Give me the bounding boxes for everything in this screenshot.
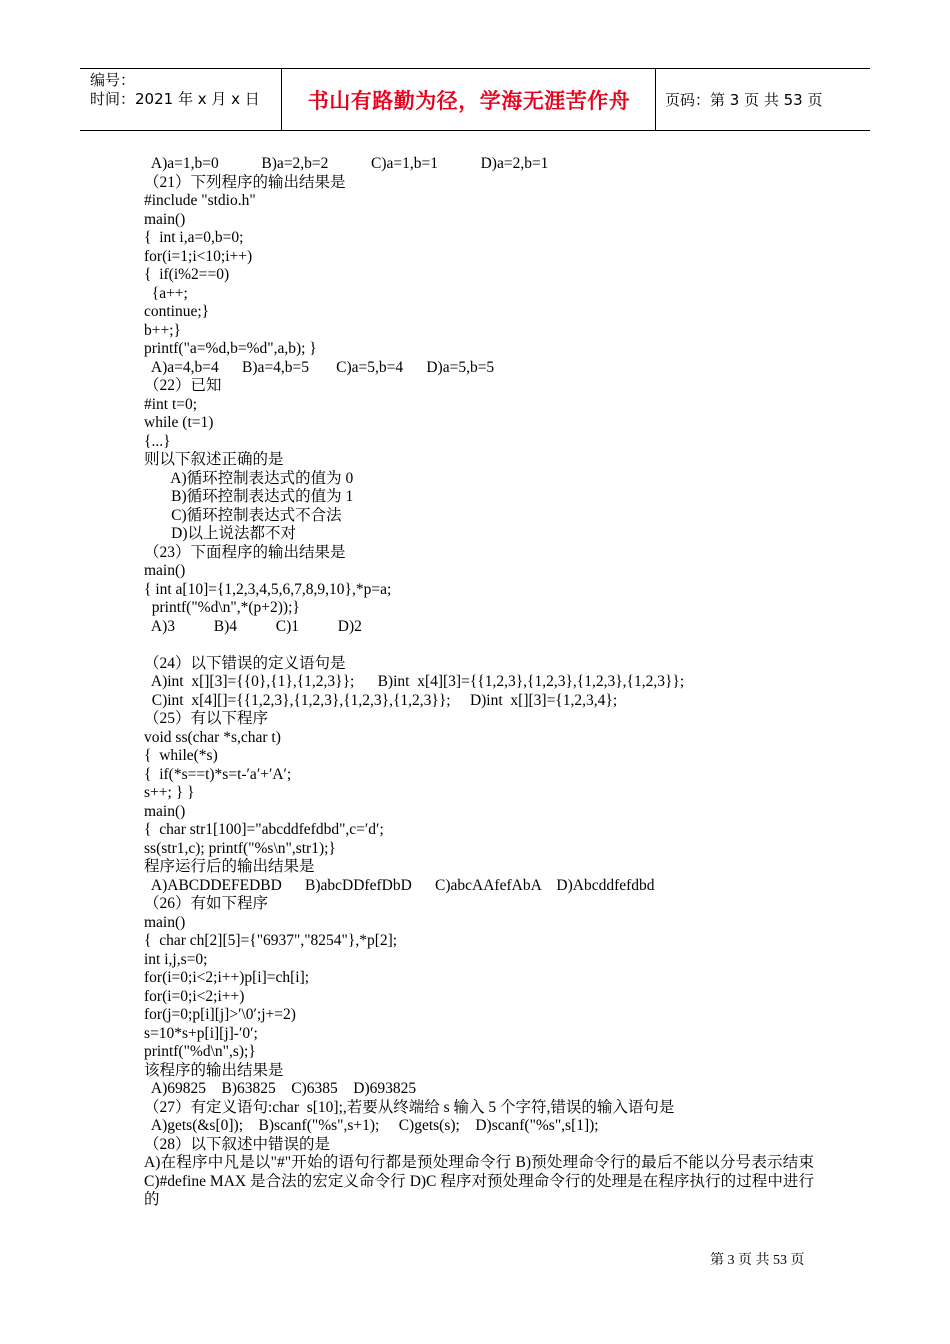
text-line: A)gets(&s[0]); B)scanf("%s",s+1); C)gets(s); D)scanf("%s",s[1]); [144, 1117, 599, 1134]
text-line: A)69825 B)63825 C)6385 D)693825 [144, 1080, 417, 1097]
text-line: { if(i%2==0) [144, 266, 230, 283]
header-motto: 书山有路勤为径，学海无涯苦作舟 [307, 88, 631, 113]
text-line: A)ABCDDEFEDBD B)abcDDfefDbD C)abcAAfefAbA D)Abcddfefdbd [144, 876, 655, 894]
text-line: { int i,a=0,b=0; [144, 229, 244, 246]
text-line: void ss(char *s,char t) [144, 728, 281, 746]
text-line: （23）下面程序的输出结果是 [144, 543, 346, 561]
text-line: （24）以下错误的定义语句是 [144, 654, 346, 672]
text-line: printf("%d\n",s);} [144, 1043, 256, 1060]
number-label: 编号： [90, 71, 136, 89]
time-label: 时间：2021 年 x 月 x 日 [90, 90, 260, 108]
text-line: #int t=0; [144, 395, 198, 413]
text-line: C)循环控制表达式不合法 [144, 506, 342, 524]
text-line: {...} [144, 432, 171, 450]
text-line: 该程序的输出结果是 [144, 1061, 284, 1079]
text-line: { while(*s) [144, 747, 218, 764]
text-line: （21）下列程序的输出结果是 [144, 173, 346, 191]
text-line: A)a=1,b=0 B)a=2,b=2 C)a=1,b=1 D)a=2,b=1 [144, 155, 549, 172]
text-line: { if(*s==t)*s=t-′a′+′A′; [144, 765, 292, 783]
text-line: s++; } } [144, 784, 195, 801]
document-body [144, 155, 814, 1210]
text-line: #include "stdio.h" [144, 192, 256, 209]
text-line: 程序运行后的输出结果是 [144, 858, 315, 875]
text-line: while (t=1) [144, 414, 214, 431]
text-line: （25）有以下程序 [144, 710, 269, 727]
text-line: printf("%d\n",*(p+2));} [144, 599, 300, 616]
text-line: 则以下叙述正确的是 [144, 451, 284, 468]
text-line: ss(str1,c); printf("%s\n",str1);} [144, 839, 336, 857]
text-line: for(j=0;p[i][j]>′\0′;j+=2) [144, 1006, 296, 1023]
text-line [144, 636, 814, 655]
text-line: C)int x[4][]={{1,2,3},{1,2,3},{1,2,3},{1,2,3}}; D)int x[][3]={1,2,3,4}; [144, 691, 618, 709]
text-line: main() [144, 913, 186, 931]
text-line: A)3 B)4 C)1 D)2 [144, 617, 362, 635]
text-line: { char str1[100]="abcddfefdbd",c=′d′; [144, 821, 384, 838]
text-line: D)以上说法都不对 [144, 525, 296, 542]
text-line: （22）已知 [144, 377, 222, 394]
text-line: main() [144, 802, 186, 820]
text-line: A)int x[][3]={{0},{1},{1,2,3}}; B)int x[4][3]={{1,2,3},{1,2,3},{1,2,3},{1,2,3}}; [144, 673, 685, 690]
text-line: main() [144, 562, 186, 579]
text-line: s=10*s+p[i][j]-′0′; [144, 1024, 258, 1042]
text-line: { char ch[2][5]={"6937","8254"},*p[2]; [144, 932, 398, 949]
text-line: A)循环控制表达式的值为 0 [144, 469, 354, 487]
text-line: B)循环控制表达式的值为 1 [144, 488, 354, 505]
text-line: continue;} [144, 303, 210, 320]
text-line: b++;} [144, 321, 181, 339]
text-line: A)a=4,b=4 B)a=4,b=5 C)a=5,b=4 D)a=5,b=5 [144, 358, 495, 376]
header-divider [655, 69, 656, 130]
text-line: for(i=0;i<2;i++) [144, 987, 245, 1005]
page-footer: 第 3 页 共 53 页 [710, 1253, 805, 1268]
text-line: main() [144, 210, 186, 228]
text-line: for(i=1;i<10;i++) [144, 247, 253, 265]
header-page-label: 页码：第 3 页 共 53 页 [665, 91, 823, 109]
header-meta [90, 71, 260, 109]
text-line: （26）有如下程序 [144, 895, 269, 912]
page-header [80, 68, 870, 131]
text-line: （27）有定义语句:char s[10];,若要从终端给 s 输入 5 个字符,错误的输入语句是 [144, 1098, 675, 1116]
question-28-options: A)在程序中凡是以"#"开始的语句行都是预处理命令行 B)预处理命令行的最后不能以分号表示结束 C)#define MAX 是合法的宏定义命令行 D)C 程序对预处理命令行的处理是在程序执行的过程中进行的 [144, 1154, 814, 1208]
text-line: { int a[10]={1,2,3,4,5,6,7,8,9,10},*p=a; [144, 580, 392, 598]
text-line: （28）以下叙述中错误的是 [144, 1135, 331, 1153]
text-line: for(i=0;i<2;i++)p[i]=ch[i]; [144, 969, 310, 986]
text-line: {a++; [144, 284, 188, 302]
text-line: int i,j,s=0; [144, 950, 208, 968]
text-line: printf("a=%d,b=%d",a,b); } [144, 340, 317, 357]
